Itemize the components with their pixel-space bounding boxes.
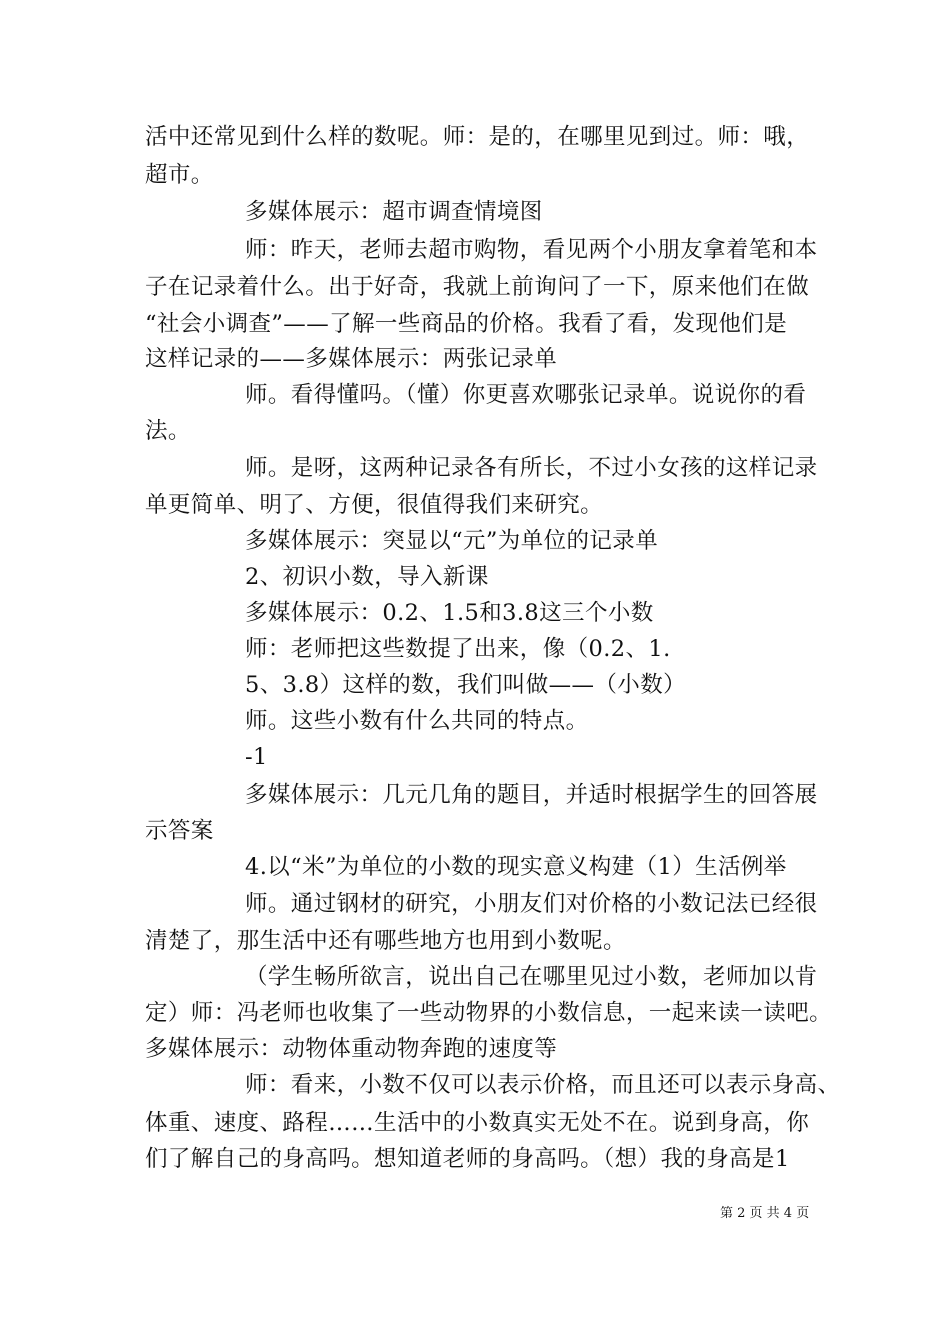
text-line-21: 4.以“米”为单位的小数的现实意义构建（1）生活例举 <box>245 854 787 880</box>
text-line-23: 清楚了，那生活中还有哪些地方也用到小数呢。 <box>145 928 626 954</box>
text-line-22: 师。通过钢材的研究，小朋友们对价格的小数记法已经很 <box>245 891 818 917</box>
text-line-26: 多媒体展示：动物体重动物奔跑的速度等 <box>145 1036 558 1062</box>
text-line-12: 多媒体展示：突显以“元”为单位的记录单 <box>245 528 659 554</box>
text-line-17: 师。这些小数有什么共同的特点。 <box>245 708 589 734</box>
text-line-13: 2、初识小数，导入新课 <box>245 564 489 590</box>
text-line-5: 子在记录着什么。出于好奇，我就上前询问了一下，原来他们在做 <box>145 274 810 300</box>
text-line-27: 师：看来，小数不仅可以表示价格，而且还可以表示身高、 <box>245 1072 841 1098</box>
text-line-20: 示答案 <box>145 818 214 844</box>
text-line-8: 师。看得懂吗。（懂）你更喜欢哪张记录单。说说你的看 <box>245 382 807 408</box>
text-line-28: 体重、速度、路程……生活中的小数真实无处不在。说到身高，你 <box>145 1110 810 1136</box>
text-line-3: 多媒体展示：超市调查情境图 <box>245 199 543 225</box>
text-line-19: 多媒体展示：几元几角的题目，并适时根据学生的回答展 <box>245 782 818 808</box>
text-line-7: 这样记录的——多媒体展示：两张记录单 <box>145 346 558 372</box>
text-line-1: 活中还常见到什么样的数呢。师：是的，在哪里见到过。师：哦， <box>145 124 810 150</box>
text-line-6: “社会小调查”——了解一些商品的价格。我看了看，发现他们是 <box>145 311 788 337</box>
page-number-footer: 第 2 页 共 4 页 <box>720 1206 810 1221</box>
text-line-15: 师：老师把这些数提了出来，像（0.2、1. <box>245 636 671 662</box>
text-line-16: 5、3.8）这样的数，我们叫做——（小数） <box>245 672 686 698</box>
text-line-24: （学生畅所欲言，说出自己在哪里见过小数，老师加以肯 <box>245 964 818 990</box>
text-line-14: 多媒体展示：0.2、1.5和3.8这三个小数 <box>245 600 654 626</box>
text-line-4: 师：昨天，老师去超市购物，看见两个小朋友拿着笔和本 <box>245 237 818 263</box>
text-line-9: 法。 <box>145 418 191 444</box>
text-line-25: 定）师：冯老师也收集了一些动物界的小数信息，一起来读一读吧。 <box>145 1000 833 1026</box>
text-line-10: 师。是呀，这两种记录各有所长，不过小女孩的这样记录 <box>245 455 818 481</box>
text-line-29: 们了解自己的身高吗。想知道老师的身高吗。（想）我的身高是1 <box>145 1146 790 1172</box>
text-line-11: 单更简单、明了、方便，很值得我们来研究。 <box>145 492 604 518</box>
text-line-2: 超市。 <box>145 162 214 188</box>
text-line-18: -1 <box>245 744 268 770</box>
